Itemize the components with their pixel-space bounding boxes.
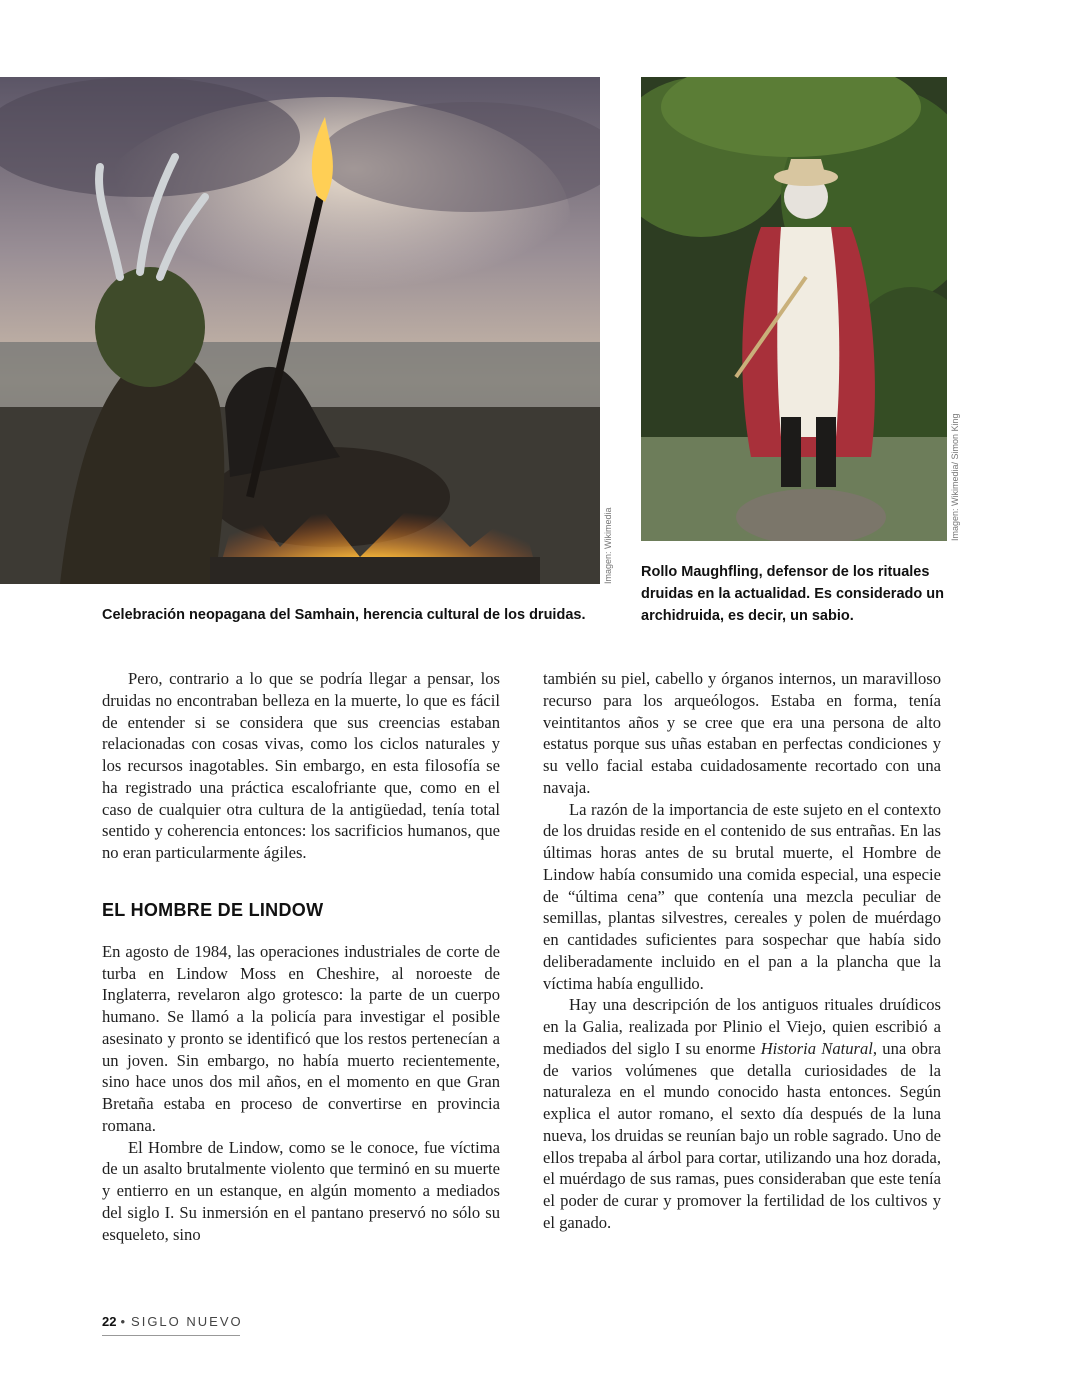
page-footer bbox=[102, 1314, 243, 1336]
photo-samhain bbox=[0, 77, 600, 584]
paragraph-lindow-man: El Hombre de Lindow, como se le conoce, fue víctima de un asalto brutalmente violento que terminó en su muerte y entierro en un estanque, en algún momento a mediados del siglo I. Su inmersión en el pantano preservó no sólo su esqueleto, sino bbox=[102, 1137, 500, 1244]
photo-archdruid bbox=[641, 77, 947, 541]
samhain-image bbox=[0, 77, 600, 584]
pliny-text-end: , una obra de varios volúmenes que detalla curiosidades de la naturaleza en el mundo conocido hasta entonces. Según explica el autor romano, el sexto día después de la luna nueva, los druidas se reunían bajo un roble sagrado. Uno de ellos trepaba al árbol para cortar, utilizando una hoz dorada, el muérdago de sus ramas, pues consideraban que este tenía el poder de curar y promover la fertilidad de los cultivos y el ganado. bbox=[543, 1038, 942, 1232]
paragraph-preservation: también su piel, cabello y órganos internos, un maravilloso recurso para los arqueólogos. Estaba en forma, tenía veintitantos años y se cree que era una persona de alto estatus porque sus uñas estaban en perfectas condiciones y su vello facial estaba cuidadosamente recortado con una navaja. bbox=[543, 669, 941, 797]
photo-caption-right: Rollo Maughfling, defensor de los rituales druidas en la actualidad. Es considerado un archidruida, es decir, un sabio. bbox=[641, 564, 944, 624]
article-column-right bbox=[543, 668, 941, 1234]
page-number: 22 bbox=[102, 1314, 117, 1329]
magazine-name: SIGLO NUEVO bbox=[131, 1314, 243, 1329]
pliny-text-start: Hay una descripción de los antiguos rituales druídicos en la Galia, realizada por Plinio el Viejo, quien escribió a mediados del siglo I su enorme bbox=[543, 995, 941, 1058]
paragraph-intro: Pero, contrario a lo que se podría llegar a pensar, los druidas no encontraban belleza en la muerte, lo que es fácil de entender si se considera que sus creencias estaban relacionadas con cosas vivas, como los ciclos naturales y los recursos inagotables. Sin embargo, en esta filosofía se ha registrado una práctica escalofriante que, como en el caso de cualquier otra cultura de la antigüedad, tenía total sentido y coherencia entonces: los sacrificios humanos, que no eran particularmente ágiles. bbox=[102, 669, 500, 862]
photo-credit-right: Imagen: Wikimedia/ Simon King bbox=[950, 413, 960, 541]
archdruid-image bbox=[641, 77, 947, 541]
footer-separator: • bbox=[120, 1314, 128, 1329]
photo-caption-left: Celebración neopagana del Samhain, herencia cultural de los druidas. bbox=[102, 607, 586, 623]
article-column-left bbox=[102, 668, 500, 1245]
paragraph-pliny bbox=[543, 994, 941, 1233]
section-heading: EL HOMBRE DE LINDOW bbox=[102, 899, 324, 920]
paragraph-last-meal: La razón de la importancia de este sujeto en el contexto de los druidas reside en el contenido de sus entrañas. En las últimas horas antes de su brutal muerte, el Hombre de Lindow había consumido una comida especial, una especie de “última cena” que contenía una mezcla peculiar de semillas, plantas silvestres, cereales y polen de muérdago en cantidades suficientes para sospechar que había sido deliberadamente incluido en el pan a la plancha que la víctima había engullido. bbox=[543, 799, 941, 993]
paragraph-discovery: En agosto de 1984, las operaciones industriales de corte de turba en Lindow Moss en Cheshire, al noroeste de Inglaterra, revelaron algo grotesco: la parte de un cuerpo humano. Se llamó a la policía para investigar el posible asesinato y pronto se identificó que los restos pertenecían a un joven. Sin embargo, no había muerto recientemente, sino hace unos dos mil años, en el momento en que Gran Bretaña estaba en proceso de convertirse en provincia romana. bbox=[102, 941, 500, 1135]
book-title: Historia Natural bbox=[760, 1038, 873, 1058]
photo-credit-left: Imagen: Wikimedia bbox=[603, 507, 613, 584]
